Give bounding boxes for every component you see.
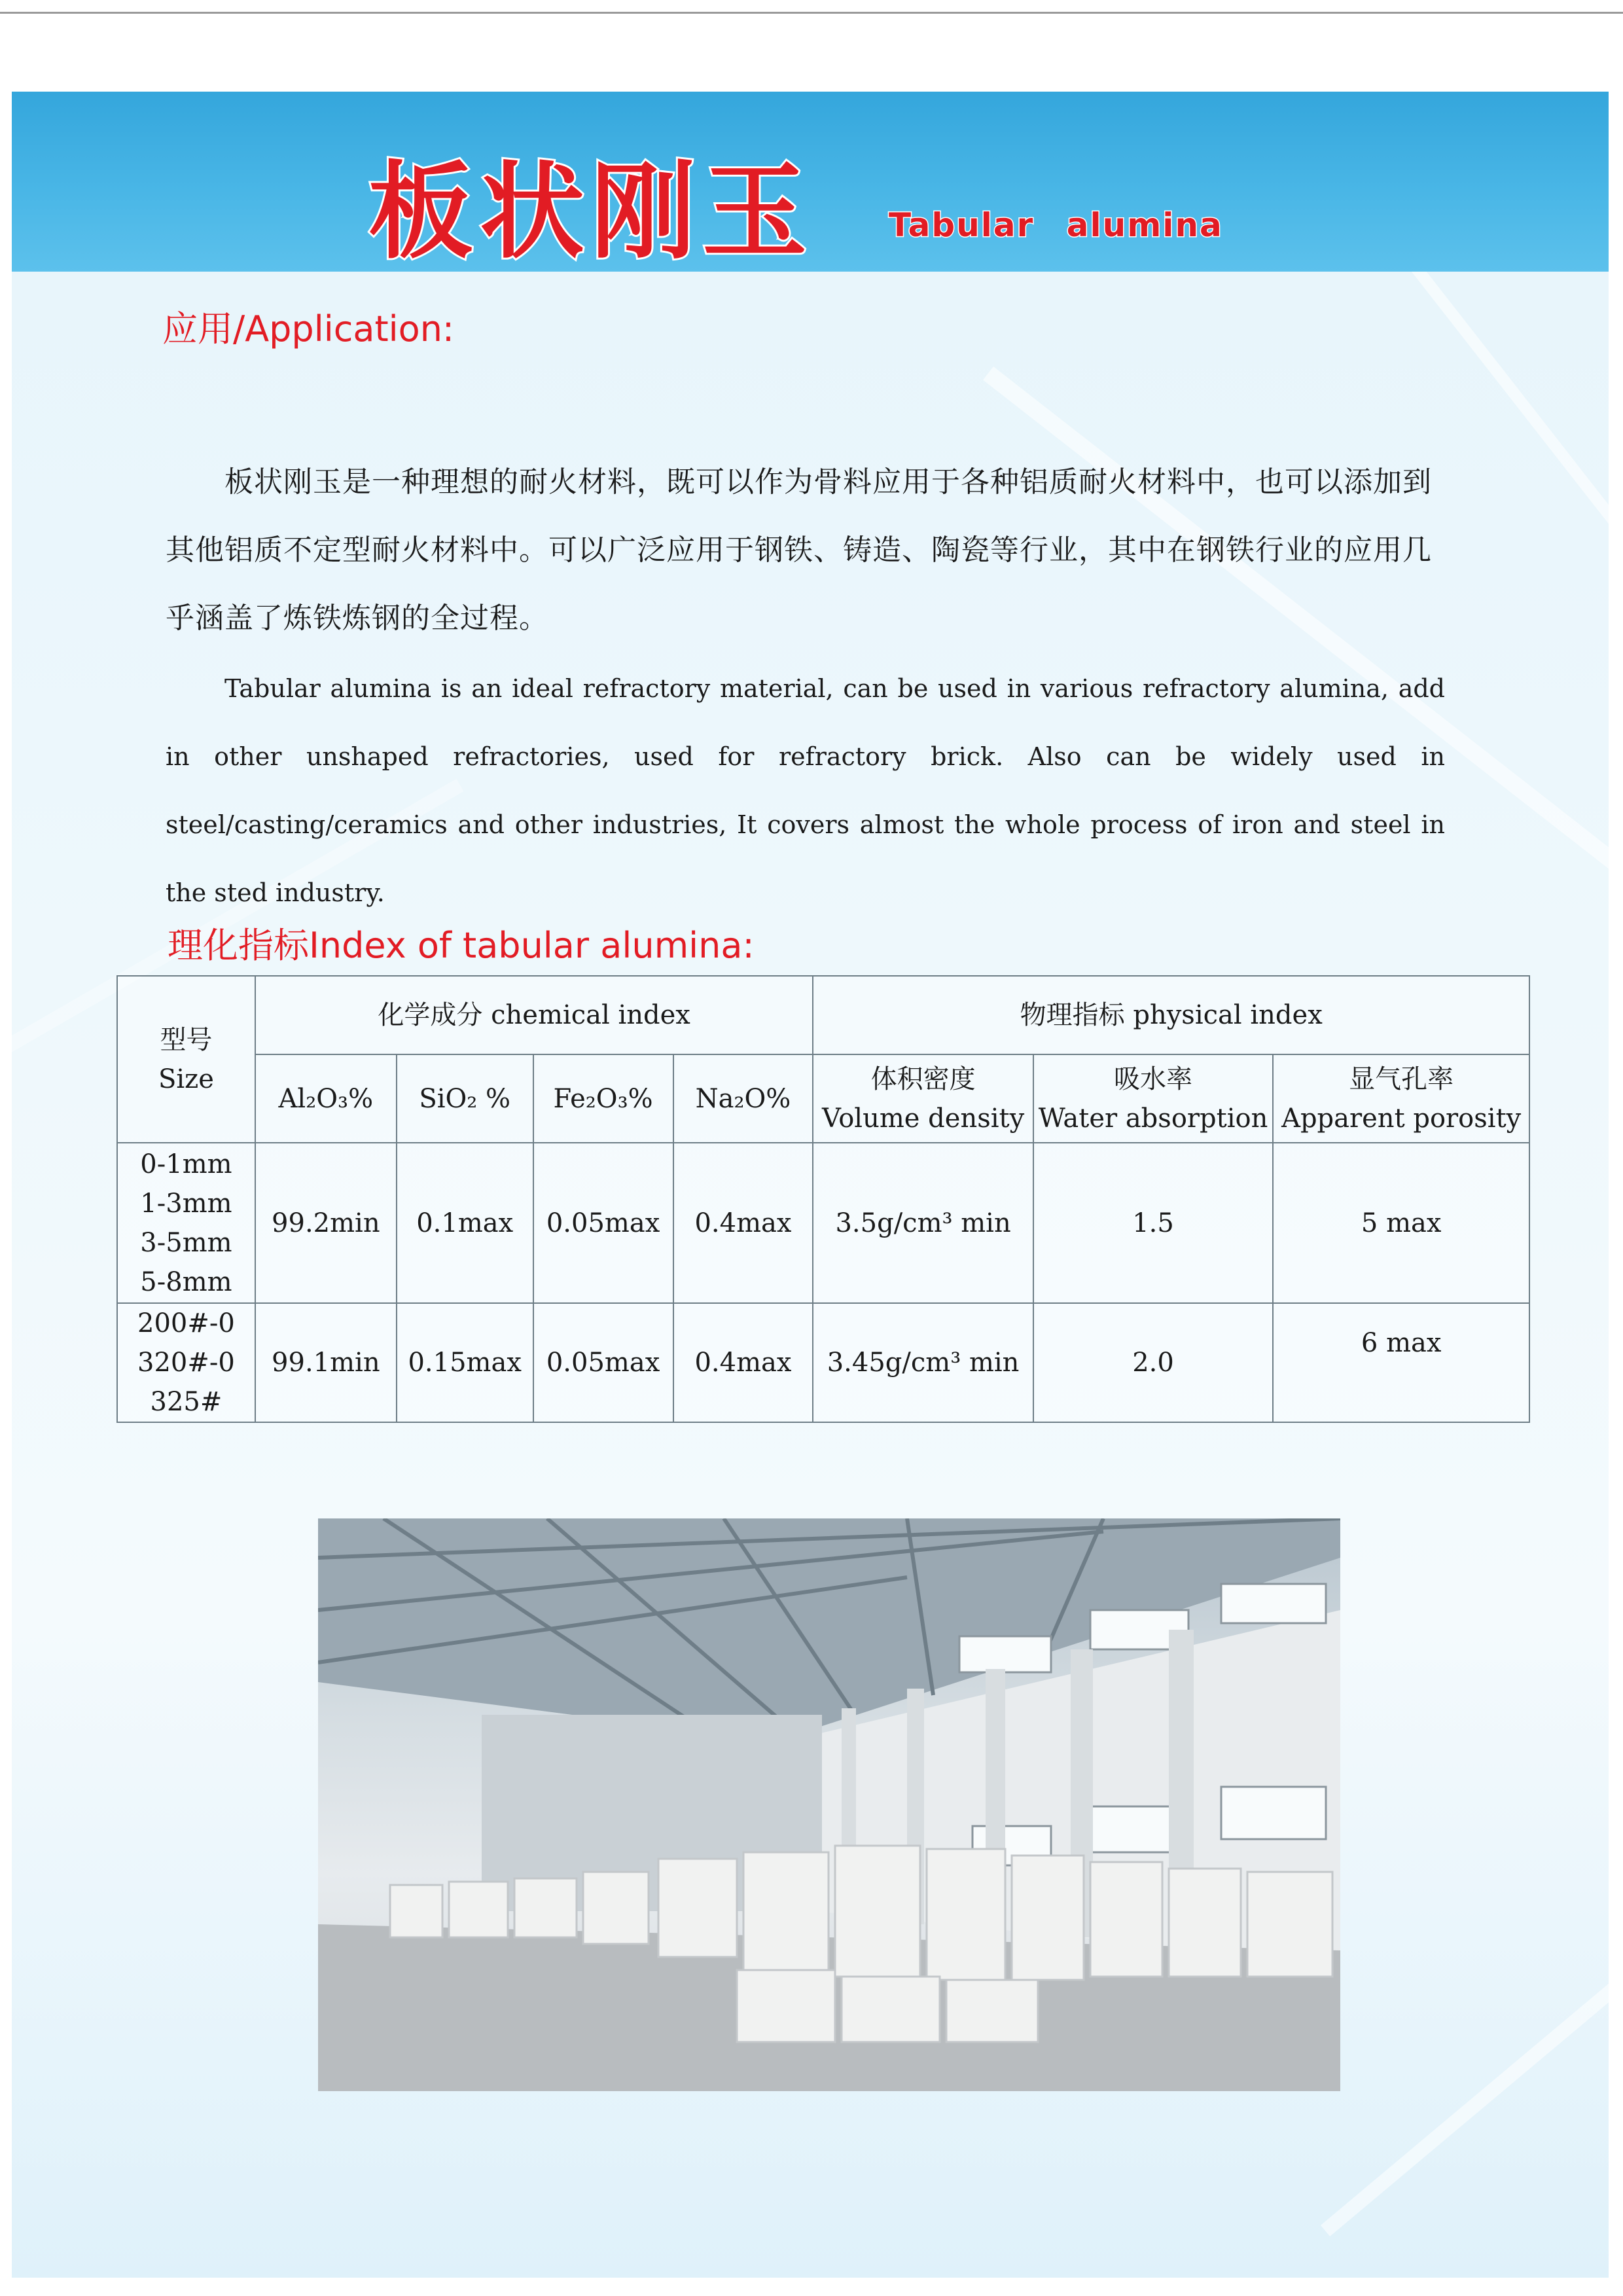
col-volume-density — [813, 1054, 1033, 1143]
physical-index-header: 物理指标 physical index — [813, 976, 1529, 1054]
water-value: 2.0 — [1033, 1303, 1274, 1422]
col-water-absorption — [1033, 1054, 1274, 1143]
al2o3-value: 99.1min — [255, 1303, 397, 1422]
size-value: 320#-0 — [137, 1348, 235, 1378]
size-value: 0-1mm — [140, 1149, 232, 1179]
al2o3-value: 99.2min — [255, 1143, 397, 1303]
index-heading: 理化指标Index of tabular alumina: — [168, 925, 755, 966]
col-na2o: Na₂O% — [673, 1054, 813, 1143]
table-header-row — [117, 976, 1529, 1054]
size-cell — [117, 1143, 255, 1303]
application-text-english: Tabular alumina is an ideal refractory material, can be used in various refractory alumina, add in other unshaped refractories, used for refractory brick. Also can be widely used in steel/casting/ceramics and other industries, It covers almost the whole process of iron and steel in the sted industry. — [166, 674, 1445, 907]
col-apparent-porosity-en: Apparent porosity — [1281, 1103, 1522, 1134]
col-volume-density-en: Volume density — [822, 1103, 1025, 1134]
table-subheader-row — [117, 1054, 1529, 1143]
water-value: 1.5 — [1033, 1143, 1274, 1303]
size-header-en: Size — [158, 1064, 214, 1094]
chemical-index-header: 化学成分 chemical index — [255, 976, 813, 1054]
size-value: 1-3mm — [140, 1188, 232, 1219]
porosity-value: 6 max — [1273, 1303, 1529, 1422]
sio2-value: 0.15max — [397, 1303, 533, 1422]
index-table — [116, 975, 1530, 1423]
density-value: 3.45g/cm³ min — [813, 1303, 1033, 1422]
col-fe2o3: Fe₂O₃% — [533, 1054, 673, 1143]
col-al2o3: Al₂O₃% — [255, 1054, 397, 1143]
header-banner — [12, 92, 1609, 272]
sio2-value: 0.1max — [397, 1143, 533, 1303]
na2o-value: 0.4max — [673, 1143, 813, 1303]
col-apparent-porosity — [1273, 1054, 1529, 1143]
application-text-chinese: 板状刚玉是一种理想的耐火材料，既可以作为骨料应用于各种铝质耐火材料中，也可以添加到其他铝质不定型耐火材料中。可以广泛应用于钢铁、铸造、陶瓷等行业，其中在钢铁行业的应用几乎涵盖了炼铁炼钢的全过程。 — [166, 465, 1432, 635]
application-heading: 应用/Application: — [162, 308, 455, 350]
size-header-cn: 型号 — [160, 1024, 213, 1055]
size-value: 200#-0 — [137, 1308, 235, 1338]
density-value: 3.5g/cm³ min — [813, 1143, 1033, 1303]
table-row — [117, 1303, 1529, 1422]
brochure-page — [12, 92, 1609, 2278]
warehouse-photo — [318, 1518, 1340, 2091]
size-value: 3-5mm — [140, 1227, 232, 1258]
page-title-chinese: 板状刚玉 — [368, 151, 814, 273]
size-header-cell — [117, 976, 255, 1143]
size-value: 325# — [150, 1387, 223, 1417]
size-cell — [117, 1303, 255, 1422]
col-sio2: SiO₂ % — [397, 1054, 533, 1143]
light-streak — [1321, 1931, 1609, 2236]
porosity-value: 5 max — [1273, 1143, 1529, 1303]
fe2o3-value: 0.05max — [533, 1143, 673, 1303]
col-water-absorption-cn: 吸水率 — [1114, 1064, 1193, 1094]
page-title-english: Tabular alumina — [889, 206, 1223, 244]
scan-edge-line — [0, 12, 1623, 14]
col-water-absorption-en: Water absorption — [1038, 1103, 1268, 1134]
col-volume-density-cn: 体积密度 — [870, 1064, 976, 1094]
na2o-value: 0.4max — [673, 1303, 813, 1422]
table-row — [117, 1143, 1529, 1303]
warehouse-illustration — [318, 1518, 1340, 2091]
fe2o3-value: 0.05max — [533, 1303, 673, 1422]
size-value: 5-8mm — [140, 1266, 232, 1297]
col-apparent-porosity-cn: 显气孔率 — [1349, 1064, 1454, 1094]
